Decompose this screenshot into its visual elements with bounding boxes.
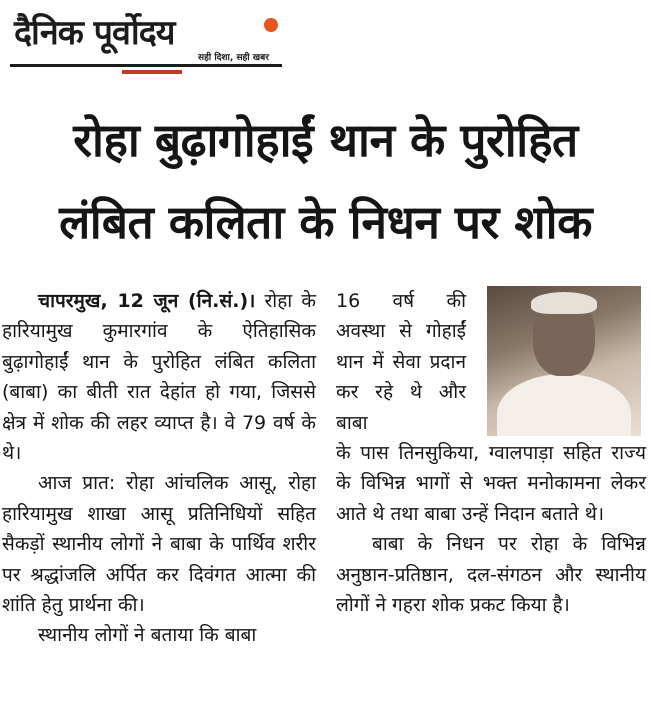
newspaper-tagline: सही दिशा, सही खबर bbox=[198, 53, 269, 63]
headline-line-1: रोहा बुढ़ागोहाईं थान के पुरोहित bbox=[73, 113, 578, 167]
paragraph-1-text: रोहा के हारियामुख कुमारगांव के ऐतिहासिक बुढ़ागोहाईं थान के पुरोहित लंबित कलिता (बाबा) का बीती रात देहांत हो गया, जिससे क्षेत्र में शोक की लहर व्याप्त है। वे 79 वर्ष के थे। bbox=[2, 290, 316, 465]
dateline: चापरमुख, 12 जून (नि.सं.)। bbox=[38, 290, 256, 312]
photo-figure-body bbox=[497, 374, 631, 436]
article-paragraph-5: बाबा के निधन पर रोहा के विभिन्न अनुष्ठान-प्रतिष्ठान, दल-संगठन और स्थानीय लोगों ने गहरा शोक प्रकट किया है। bbox=[336, 533, 646, 617]
article-paragraph-1 bbox=[2, 286, 316, 468]
newspaper-title: दैनिक पूर्वोदय bbox=[14, 13, 175, 53]
article-column-left bbox=[2, 286, 316, 651]
headline-line-2: लंबित कलिता के निधन पर शोक bbox=[59, 195, 592, 249]
article-paragraph-4-top: 16 वर्ष की अवस्था से गोहाईं थान में सेवा प्रदान कर रहे थे और बाबा bbox=[336, 290, 466, 434]
article-paragraph-4-bottom: के पास तिनसुकिया, ग्वालपाड़ा सहित राज्य के विभिन्न भागों से भक्त मनोकामना लेकर आते थे तथा बाबा उन्हें निदान बताते थे। bbox=[336, 442, 646, 525]
priest-photo bbox=[487, 286, 641, 436]
article-paragraph-2: आज प्रात: रोहा आंचलिक आसू, रोहा हारियामुख शाखा आसू प्रतिनिधियों सहित सैकड़ों स्थानीय लोगों ने बाबा के पार्थिव शरीर पर श्रद्धांजलि अर्पित कर दिवंगत आत्मा की शांति हेतु प्रार्थना की। bbox=[2, 472, 316, 617]
article-column-right-top bbox=[336, 286, 466, 438]
masthead bbox=[10, 4, 310, 74]
photo-figure-hair bbox=[531, 292, 597, 314]
masthead-accent bbox=[122, 70, 182, 74]
logo-dot-icon bbox=[264, 18, 278, 32]
article-column-right-bottom bbox=[336, 438, 646, 620]
masthead-rule bbox=[10, 64, 282, 67]
article-paragraph-3: स्थानीय लोगों ने बताया कि बाबा bbox=[38, 624, 257, 647]
